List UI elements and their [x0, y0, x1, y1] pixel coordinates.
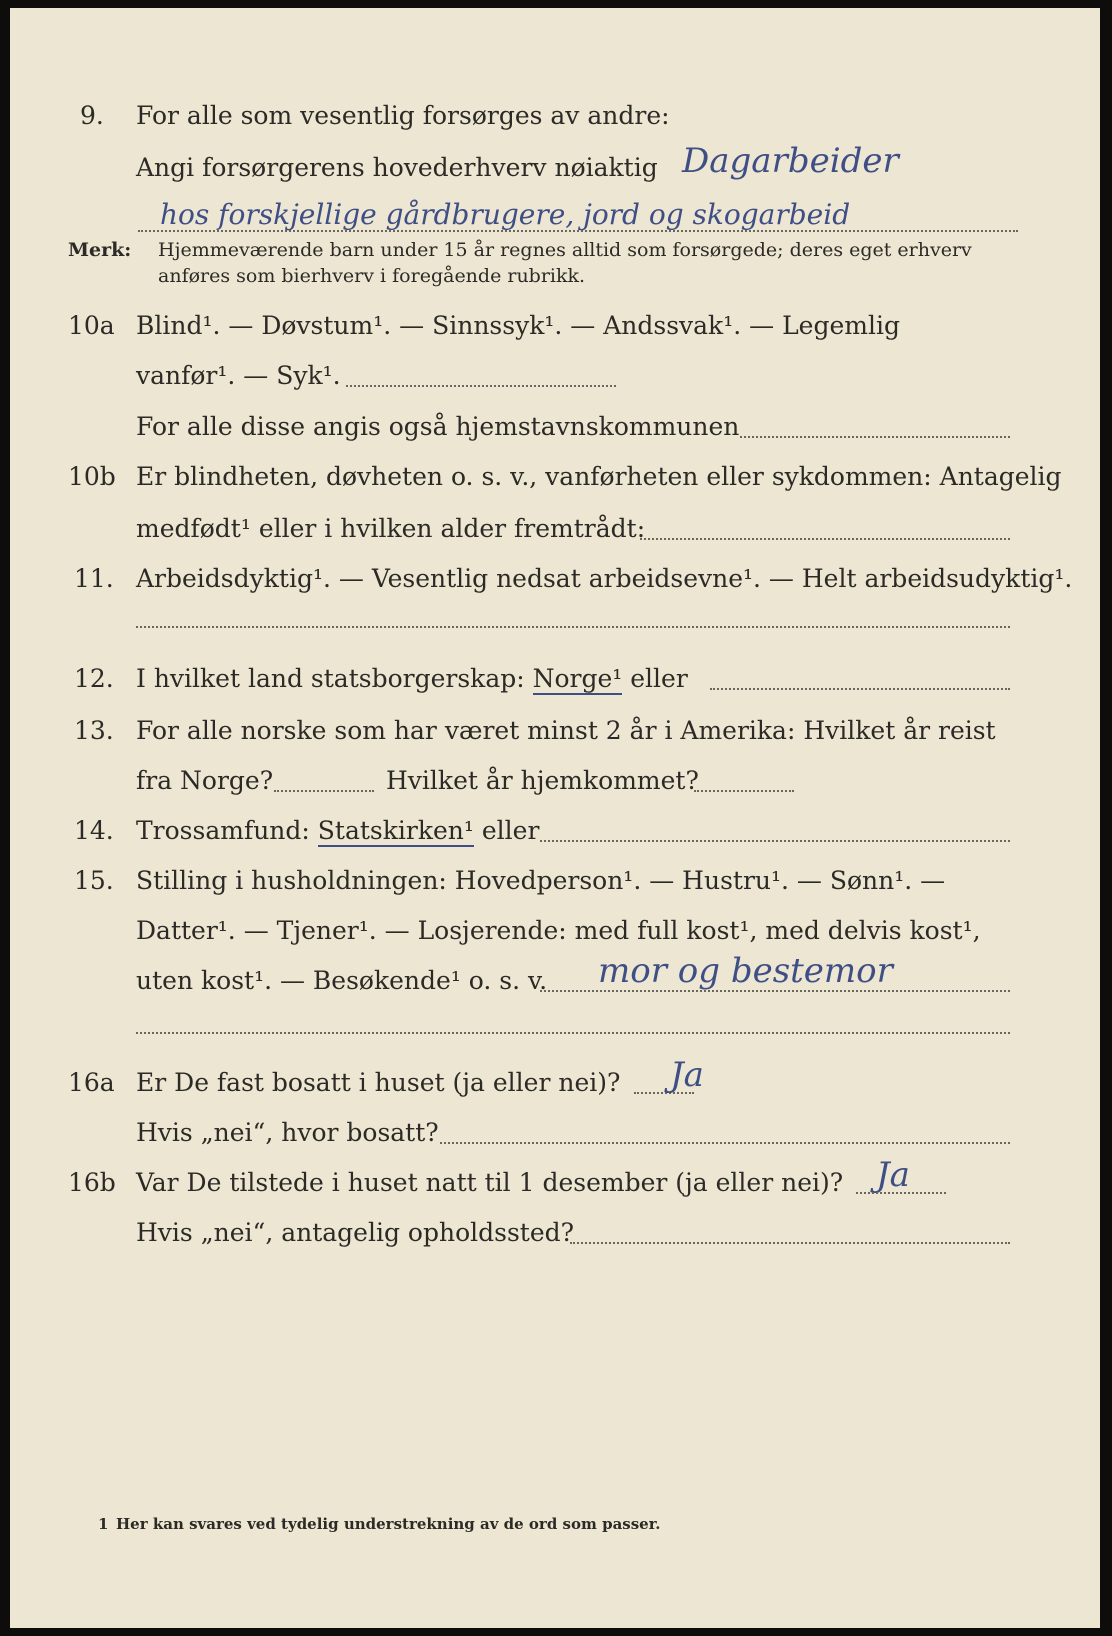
q12-prompt: I hvilket land statsborgerskap: — [136, 664, 525, 693]
q15-line1: Stilling i husholdningen: Hovedperson¹. — Hustru¹. — Sønn¹. — — [136, 866, 946, 895]
q10a-home-line — [740, 436, 1010, 438]
q9-answer-occupation: Dagarbeider — [682, 141, 899, 181]
q10b-line2: medfødt¹ eller i hvilken alder fremtrådt: — [136, 514, 646, 543]
q10a-line3: For alle disse angis også hjemstavnskommunen — [136, 412, 740, 441]
q16b-line1: Var De tilstede i huset natt til 1 desember (ja eller nei)? — [136, 1168, 844, 1197]
q16b-answer: Ja — [876, 1155, 910, 1195]
q15-answer: mor og bestemor — [598, 951, 893, 991]
q12-number: 12. — [74, 664, 114, 693]
q16a-line1: Er De fast bosatt i huset (ja eller nei)? — [136, 1068, 621, 1097]
q13-reist-line — [274, 790, 374, 792]
q10b-number: 10b — [68, 462, 116, 491]
q14-number: 14. — [74, 816, 114, 845]
q16a-number: 16a — [68, 1068, 115, 1097]
q12-text — [136, 664, 688, 694]
merk-label: Merk: — [68, 239, 132, 261]
q13-hjem-line — [694, 790, 794, 792]
q10a-line2: vanfør¹. — Syk¹. — [136, 361, 341, 390]
q9-number: 9. — [80, 101, 104, 130]
q14-line — [540, 840, 1010, 842]
q15-line — [540, 990, 1010, 992]
q16a-line — [440, 1142, 1010, 1144]
q10a-number: 10a — [68, 311, 115, 340]
q9-answer-detail: hos forskjellige gårdbrugere, jord og skogarbeid — [160, 198, 851, 231]
q9-line1: For alle som vesentlig forsørges av andre: — [136, 101, 670, 130]
q13-number: 13. — [74, 716, 114, 745]
q12-or: eller — [630, 664, 688, 693]
q15-extra-line — [136, 1032, 1010, 1034]
footnote-mark: 1 — [98, 1515, 109, 1533]
q9-line2: Angi forsørgerens hovederhverv nøiaktig — [136, 153, 658, 182]
q10b-line1: Er blindheten, døvheten o. s. v., vanførheten eller sykdommen: Antagelig — [136, 462, 1062, 491]
q14-or: eller — [481, 816, 540, 845]
q10b-line — [640, 538, 1010, 540]
q16b-answer-line — [856, 1192, 946, 1194]
q16b-line2: Hvis „nei“, antagelig opholdssted? — [136, 1218, 575, 1247]
q10a-line1: Blind¹. — Døvstum¹. — Sinnssyk¹. — Andssvak¹. — Legemlig — [136, 311, 900, 340]
q11-number: 11. — [74, 564, 114, 593]
q14-prompt: Trossamfund: — [136, 816, 310, 845]
q9-answer-line — [138, 230, 1018, 232]
q12-norge: Norge¹ — [532, 664, 623, 693]
q13-line2a: fra Norge? — [136, 766, 274, 795]
q13-line2b: Hvilket år hjemkommet? — [386, 766, 699, 795]
q14-statskirken: Statskirken¹ — [317, 816, 474, 845]
q15-number: 15. — [74, 866, 114, 895]
q12-line — [710, 688, 1010, 690]
q16a-line2: Hvis „nei“, hvor bosatt? — [136, 1118, 439, 1147]
q15-line2: Datter¹. — Tjener¹. — Losjerende: med full kost¹, med delvis kost¹, — [136, 916, 981, 945]
q10a-sick-line — [346, 385, 616, 387]
footnote-text: Her kan svares ved tydelig understrekning av de ord som passer. — [116, 1515, 661, 1533]
q16b-number: 16b — [68, 1168, 116, 1197]
q11-line — [136, 626, 1010, 628]
q16b-line — [570, 1242, 1010, 1244]
census-form-page — [10, 8, 1100, 1628]
merk-line1: Hjemmeværende barn under 15 år regnes alltid som forsørgede; deres eget erhverv — [158, 239, 972, 261]
q14-text — [136, 816, 539, 846]
q11-line1: Arbeidsdyktig¹. — Vesentlig nedsat arbeidsevne¹. — Helt arbeidsudyktig¹. — [136, 564, 1073, 593]
q15-line3: uten kost¹. — Besøkende¹ o. s. v. — [136, 966, 548, 995]
merk-line2: anføres som bierhverv i foregående rubrikk. — [158, 265, 586, 287]
q13-line1: For alle norske som har været minst 2 år i Amerika: Hvilket år reist — [136, 716, 996, 745]
q16a-answer: Ja — [670, 1055, 704, 1095]
